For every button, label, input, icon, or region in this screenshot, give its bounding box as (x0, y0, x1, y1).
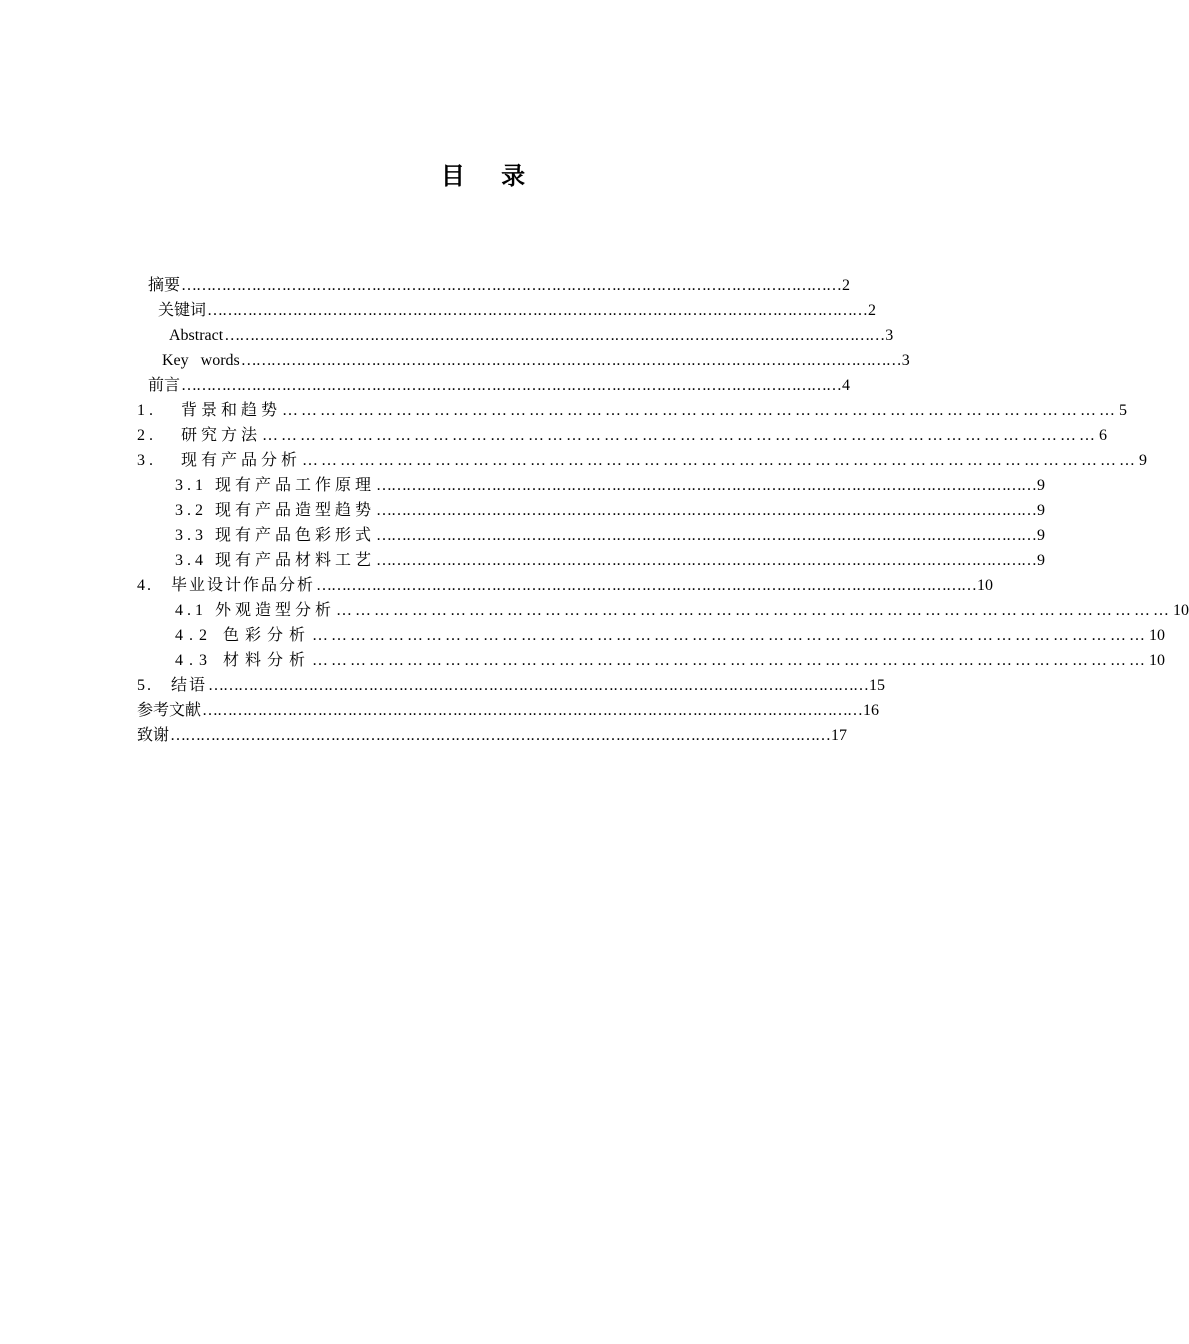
toc-entry-acknowledgements[interactable] (137, 722, 848, 746)
toc-entry-page: 10 (1149, 627, 1166, 644)
toc-entry-preface[interactable] (148, 372, 851, 396)
toc-entry-abstract-en[interactable] (169, 322, 894, 346)
toc-entry-section-4-2[interactable] (175, 622, 1166, 646)
toc-entry-page: 9 (1037, 502, 1046, 519)
toc-entry-label: 3.4 现有产品材料工艺 (175, 552, 376, 569)
toc-entry-page: 9 (1037, 477, 1046, 494)
toc-leader-dots: …………………………………………………………………………………………………………………… (312, 652, 1149, 669)
toc-leader-dots: …………………………………………………………………………………………………………………… (282, 402, 1119, 419)
toc-leader-dots: …………………………………………………………………………………………………………………… (376, 477, 1037, 494)
toc-entry-label: 关键词 (158, 302, 207, 319)
toc-entry-page: 6 (1099, 427, 1108, 444)
toc-entry-keywords-cn[interactable] (158, 297, 877, 321)
toc-entry-page: 16 (863, 702, 880, 719)
toc-leader-dots: …………………………………………………………………………………………………………………… (181, 277, 842, 294)
toc-leader-dots: …………………………………………………………………………………………………………………… (376, 527, 1037, 544)
toc-leader-dots: …………………………………………………………………………………………………………………… (376, 552, 1037, 569)
toc-entry-section-4-3[interactable] (175, 647, 1166, 671)
toc-leader-dots: …………………………………………………………………………………………………………………… (224, 327, 885, 344)
toc-entry-references[interactable] (137, 697, 880, 721)
toc-entry-section-3-3[interactable] (175, 522, 1046, 546)
toc-leader-dots: …………………………………………………………………………………………………………………… (336, 602, 1173, 619)
toc-leader-dots: …………………………………………………………………………………………………………………… (240, 352, 901, 369)
toc-entry-label: 参考文献 (137, 702, 202, 719)
toc-leader-dots: …………………………………………………………………………………………………………………… (207, 302, 868, 319)
toc-entry-label: 2. 研究方法 (137, 427, 262, 444)
toc-entry-label: 3. 现有产品分析 (137, 452, 302, 469)
toc-entry-label: 5. 结语 (137, 677, 208, 694)
toc-entry-label: 4.2 色彩分析 (175, 627, 312, 644)
toc-entry-page: 9 (1139, 452, 1148, 469)
toc-entry-page: 15 (869, 677, 886, 694)
toc-entry-page: 10 (1149, 652, 1166, 669)
toc-entry-page: 9 (1037, 552, 1046, 569)
toc-entry-page: 17 (831, 727, 848, 744)
toc-entry-page: 3 (901, 352, 910, 369)
toc-entry-label: 4.1 外观造型分析 (175, 602, 336, 619)
toc-entry-section-3[interactable] (137, 447, 1148, 471)
toc-entry-label: 致谢 (137, 727, 170, 744)
toc-entry-label: 1. 背景和趋势 (137, 402, 282, 419)
toc-leader-dots: …………………………………………………………………………………………………………………… (262, 427, 1099, 444)
toc-entry-label: 4.3 材料分析 (175, 652, 312, 669)
toc-entry-section-3-4[interactable] (175, 547, 1046, 571)
toc-entry-label: 3.2 现有产品造型趋势 (175, 502, 376, 519)
toc-entry-label: Abstract (169, 327, 224, 344)
toc-entry-section-3-2[interactable] (175, 497, 1046, 521)
toc-entry-abstract-cn[interactable] (148, 272, 851, 296)
toc-leader-dots: …………………………………………………………………………………………………………………… (376, 502, 1037, 519)
toc-entry-page: 2 (868, 302, 877, 319)
toc-entry-page: 10 (977, 577, 994, 594)
toc-entry-label: 3.1 现有产品工作原理 (175, 477, 376, 494)
toc-leader-dots: …………………………………………………………………………………………………………………… (170, 727, 831, 744)
toc-entry-page: 3 (885, 327, 894, 344)
toc-entry-label: 3.3 现有产品色彩形式 (175, 527, 376, 544)
toc-entry-section-4[interactable] (137, 572, 994, 596)
toc-entry-page: 4 (842, 377, 851, 394)
page-title: 目 录 (440, 162, 540, 190)
toc-leader-dots: …………………………………………………………………………………………………………………… (302, 452, 1139, 469)
toc-entry-section-2[interactable] (137, 422, 1108, 446)
toc-entry-label: 4. 毕业设计作品分析 (137, 577, 316, 594)
toc-leader-dots: …………………………………………………………………………………………………………………… (181, 377, 842, 394)
toc-entry-label: 摘要 (148, 277, 181, 294)
toc-entry-page: 5 (1119, 402, 1128, 419)
toc-leader-dots: …………………………………………………………………………………………………………………… (312, 627, 1149, 644)
toc-entry-label: Key words (162, 352, 240, 369)
toc-entry-section-4-1[interactable] (175, 597, 1189, 621)
toc-entry-keywords-en[interactable] (162, 347, 910, 371)
toc-leader-dots: …………………………………………………………………………………………………………………… (208, 677, 869, 694)
toc-entry-page: 2 (842, 277, 851, 294)
toc-entry-page: 9 (1037, 527, 1046, 544)
toc-entry-page: 10 (1173, 602, 1189, 619)
toc-entry-section-3-1[interactable] (175, 472, 1046, 496)
toc-entry-label: 前言 (148, 377, 181, 394)
toc-leader-dots: …………………………………………………………………………………………………………………… (316, 577, 977, 594)
toc-leader-dots: …………………………………………………………………………………………………………………… (202, 702, 863, 719)
toc-entry-section-1[interactable] (137, 397, 1128, 421)
toc-entry-conclusion[interactable] (137, 672, 886, 696)
